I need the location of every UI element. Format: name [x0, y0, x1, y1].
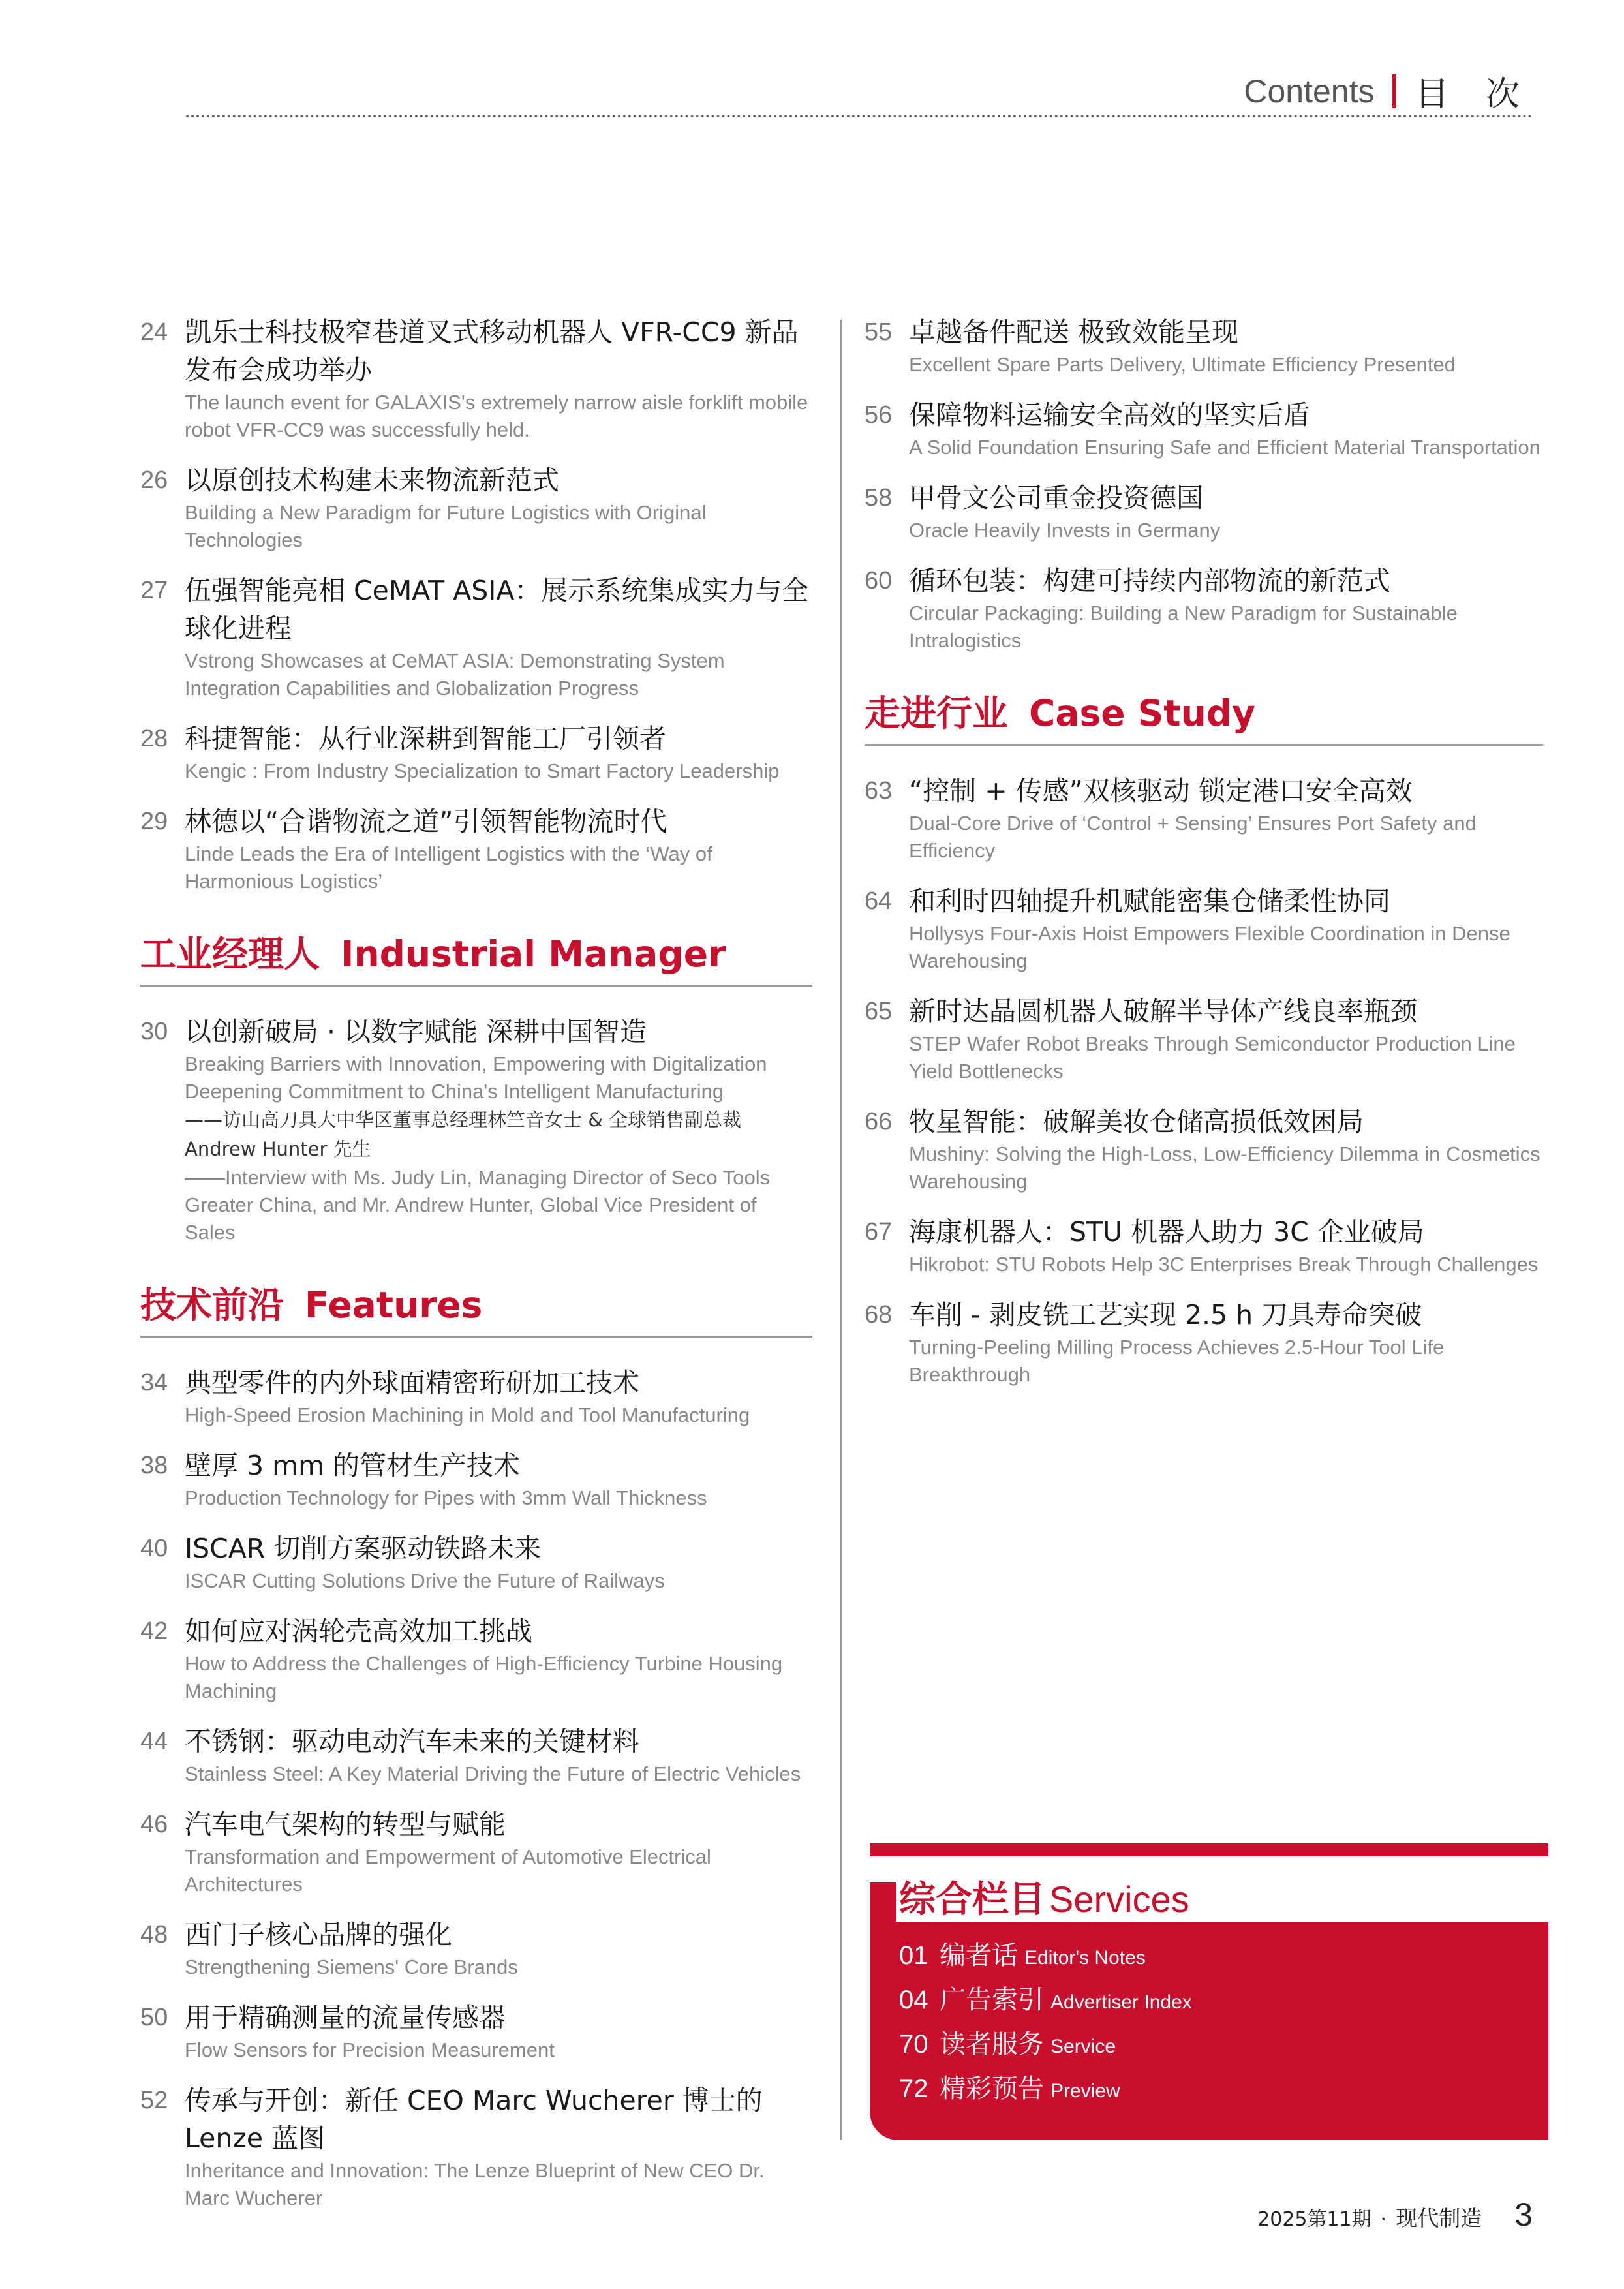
service-page-number: 72 [899, 2074, 928, 2103]
case-study-list [865, 772, 1543, 1389]
toc-title-cn: 西门子核心品牌的强化 [185, 1919, 452, 1950]
toc-title-en: STEP Wafer Robot Breaks Through Semiconductor Production Line Yield Bottlenecks [909, 1032, 1516, 1083]
toc-page-number: 58 [865, 484, 893, 512]
toc-title-cn: 以原创技术构建未来物流新范式 [185, 465, 559, 496]
left-column [140, 313, 812, 2230]
footer-issue: 2025第11期 [1257, 2208, 1371, 2231]
service-page-number: 01 [899, 1941, 928, 1970]
toc-title-cn: 牧星智能：破解美妆仓储高损低效困局 [909, 1106, 1364, 1137]
toc-title-cn: 卓越备件配送 极致效能呈现 [909, 316, 1239, 348]
service-title-cn: 读者服务 [940, 2029, 1044, 2059]
services-title-cn: 综合栏目 [899, 1879, 1045, 1921]
toc-page-number: 60 [865, 567, 893, 594]
toc-title-cn: 以创新破局 · 以数字赋能 深耕中国智造 [185, 1016, 647, 1047]
toc-page-number: 50 [140, 2004, 168, 2031]
toc-title-en: Excellent Spare Parts Delivery, Ultimate Efficiency Presented [909, 353, 1456, 376]
left-top-list [140, 313, 812, 895]
toc-page-number: 67 [865, 1218, 893, 1246]
toc-interview-note-cn: ——访山高刀具大中华区董事总经理林竺音女士 & 全球销售副总裁 Andrew Hunter 先生 [185, 1109, 742, 1160]
service-page-number: 04 [899, 1986, 928, 2014]
toc-title-en: Hikrobot: STU Robots Help 3C Enterprises Break Through Challenges [909, 1253, 1539, 1276]
header-contents-cn: 目 次 [1415, 75, 1533, 114]
toc-title-en: A Solid Foundation Ensuring Safe and Efficient Material Transportation [909, 436, 1540, 459]
section-title-cn: 技术前沿 [140, 1284, 284, 1326]
toc-title-cn: 车削 - 剥皮铣工艺实现 2.5 h 刀具寿命突破 [909, 1299, 1422, 1330]
section-title [140, 933, 726, 975]
toc-page-number: 65 [865, 998, 893, 1025]
toc-entry[interactable] [865, 1296, 1543, 1389]
toc-entry[interactable] [140, 1447, 812, 1512]
toc-title-cn: 传承与开创：新任 CEO Marc Wucherer 博士的 Lenze 蓝图 [185, 2085, 763, 2154]
toc-title-en: Flow Sensors for Precision Measurement [185, 2038, 555, 2061]
toc-entry[interactable] [140, 572, 812, 702]
toc-title-cn: “控制 + 传感”双核驱动 锁定港口安全高效 [909, 775, 1413, 807]
toc-page-number: 48 [140, 1921, 168, 1948]
services-title [899, 1871, 1189, 1923]
right-top-list [865, 313, 1543, 654]
toc-page-number: 29 [140, 808, 168, 835]
toc-page-number: 27 [140, 577, 168, 604]
toc-title-cn: 伍强智能亮相 CeMAT ASIA：展示系统集成实力与全球化进程 [185, 575, 809, 644]
toc-title-cn: 科捷智能：从行业深耕到智能工厂引领者 [185, 723, 666, 754]
toc-title-en: High-Speed Erosion Machining in Mold and Tool Manufacturing [185, 1404, 750, 1426]
toc-entry[interactable] [140, 1999, 812, 2064]
toc-entry[interactable] [140, 2082, 812, 2212]
toc-title-cn: 新时达晶圆机器人破解半导体产线良率瓶颈 [909, 996, 1417, 1027]
footer-page-number: 3 [1514, 2196, 1533, 2233]
service-title-en: Service [1050, 2036, 1116, 2057]
service-page-number: 70 [899, 2030, 928, 2059]
toc-entry[interactable] [865, 992, 1543, 1085]
toc-page-number: 56 [865, 401, 893, 429]
toc-page-number: 46 [140, 1811, 168, 1838]
section-title [140, 1284, 482, 1326]
service-item[interactable] [899, 1935, 1548, 1979]
toc-title-cn: 壁厚 3 mm 的管材生产技术 [185, 1450, 521, 1481]
services-box [870, 1843, 1548, 2140]
toc-entry[interactable] [140, 803, 812, 895]
services-top-bar [870, 1843, 1548, 1856]
toc-title-cn: ISCAR 切削方案驱动铁路未来 [185, 1533, 542, 1564]
toc-entry[interactable] [865, 396, 1543, 461]
section-title-en: Case Study [1029, 692, 1255, 734]
section-title-en: Features [305, 1284, 483, 1326]
toc-entry[interactable] [140, 1916, 812, 1981]
toc-entry[interactable] [865, 562, 1543, 654]
toc-entry[interactable] [865, 1213, 1543, 1278]
toc-page-number: 44 [140, 1728, 168, 1755]
service-item[interactable] [899, 2023, 1548, 2068]
toc-entry[interactable] [865, 1103, 1543, 1195]
services-title-en: Services [1049, 1879, 1189, 1920]
header-divider-bar [1392, 74, 1396, 108]
features-list [140, 1364, 812, 2212]
toc-page-number: 30 [140, 1018, 168, 1045]
toc-title-cn: 典型零件的内外球面精密珩研加工技术 [185, 1367, 639, 1398]
toc-title-en: Circular Packaging: Building a New Paradigm for Sustainable Intralogistics [909, 602, 1458, 652]
service-title-cn: 精彩预告 [940, 2074, 1044, 2104]
toc-title-en: Breaking Barriers with Innovation, Empowering with Digitalization Deepening Commitment to China's Intelligent Manufacturing [185, 1052, 767, 1103]
page-footer [1257, 2196, 1533, 2234]
toc-title-cn: 如何应对涡轮壳高效加工挑战 [185, 1616, 532, 1647]
toc-page-number: 64 [865, 887, 893, 915]
toc-entry[interactable] [140, 1529, 812, 1595]
toc-title-cn: 甲骨文公司重金投资德国 [909, 482, 1203, 514]
toc-title-en: Strengthening Siemens' Core Brands [185, 1956, 518, 1978]
toc-title-cn: 汽车电气架构的转型与赋能 [185, 1809, 506, 1840]
toc-page-number: 26 [140, 467, 168, 494]
right-column [865, 313, 1543, 1406]
section-industrial-manager [140, 925, 812, 987]
toc-entry[interactable] [140, 1013, 812, 1246]
service-title-en: Advertiser Index [1050, 1991, 1192, 2013]
section-title-cn: 走进行业 [865, 692, 1009, 734]
toc-page-number: 55 [865, 318, 893, 346]
toc-page-number: 24 [140, 318, 168, 346]
header-title [1244, 67, 1533, 115]
toc-title-cn: 不锈钢：驱动电动汽车未来的关键材料 [185, 1726, 639, 1757]
toc-title-en: Hollysys Four-Axis Hoist Empowers Flexible Coordination in Dense Warehousing [909, 922, 1510, 972]
page-header [186, 59, 1533, 117]
toc-page-number: 28 [140, 725, 168, 752]
toc-page-number: 40 [140, 1535, 168, 1562]
toc-entry[interactable] [865, 772, 1543, 865]
toc-title-en: Oracle Heavily Invests in Germany [909, 519, 1221, 542]
services-panel [870, 1922, 1548, 2140]
service-title-cn: 编者话 [940, 1941, 1018, 1971]
header-dotted-rule [186, 115, 1533, 117]
toc-page-number: 38 [140, 1452, 168, 1479]
toc-entry[interactable] [140, 313, 812, 444]
toc-title-en: Mushiny: Solving the High-Loss, Low-Efficiency Dilemma in Cosmetics Warehousing [909, 1143, 1540, 1193]
toc-title-en: Kengic : From Industry Specialization to Smart Factory Leadership [185, 760, 780, 782]
service-title-en: Preview [1050, 2080, 1120, 2102]
service-item[interactable] [899, 1979, 1548, 2023]
toc-page-number: 66 [865, 1108, 893, 1135]
toc-entry[interactable] [140, 1612, 812, 1705]
toc-entry[interactable] [140, 720, 812, 785]
toc-page-number: 42 [140, 1618, 168, 1645]
toc-title-en: Production Technology for Pipes with 3mm Wall Thickness [185, 1486, 707, 1509]
section-title-cn: 工业经理人 [140, 933, 320, 975]
toc-title-cn: 凯乐士科技极窄巷道叉式移动机器人 VFR-CC9 新品发布会成功举办 [185, 316, 799, 386]
toc-title-cn: 用于精确测量的流量传感器 [185, 2002, 506, 2033]
toc-title-en: How to Address the Challenges of High-Efficiency Turbine Housing Machining [185, 1652, 783, 1702]
toc-title-en: Transformation and Empowerment of Automotive Electrical Architectures [185, 1845, 711, 1896]
toc-title-en: Dual-Core Drive of ‘Control + Sensing’ Ensures Port Safety and Efficiency [909, 812, 1477, 862]
toc-interview-note-en: ——Interview with Ms. Judy Lin, Managing Director of Seco Tools Greater China, and Mr. Andrew Hunter, Global Vice President of Sales [185, 1166, 771, 1244]
column-divider [840, 320, 842, 2140]
toc-page-number: 34 [140, 1369, 168, 1396]
services-header [870, 1856, 1548, 1922]
service-title-en: Editor's Notes [1024, 1947, 1146, 1969]
toc-entry[interactable] [140, 1723, 812, 1788]
toc-title-en: Stainless Steel: A Key Material Driving the Future of Electric Vehicles [185, 1762, 801, 1785]
footer-magazine-name: 现代制造 [1396, 2205, 1482, 2231]
toc-page-number: 52 [140, 2087, 168, 2114]
toc-title-cn: 林德以“合谐物流之道”引领智能物流时代 [185, 806, 667, 837]
toc-entry[interactable] [140, 461, 812, 554]
toc-title-cn: 循环包装：构建可持续内部物流的新范式 [909, 565, 1390, 596]
section-features [140, 1276, 812, 1338]
toc-title-cn: 海康机器人：STU 机器人助力 3C 企业破局 [909, 1216, 1424, 1248]
toc-title-cn: 和利时四轴提升机赋能密集仓储柔性协同 [909, 885, 1390, 917]
toc-title-en: Linde Leads the Era of Intelligent Logistics with the ‘Way of Harmonious Logistics’ [185, 842, 712, 893]
toc-title-en: Building a New Paradigm for Future Logistics with Original Technologies [185, 501, 707, 551]
toc-title-cn: 保障物料运输安全高效的坚实后盾 [909, 399, 1310, 431]
toc-title-en: Turning-Peeling Milling Process Achieves 2.5-Hour Tool Life Breakthrough [909, 1336, 1445, 1386]
toc-title-en: ISCAR Cutting Solutions Drive the Future of Railways [185, 1569, 665, 1592]
header-contents-en: Contents [1244, 72, 1375, 110]
toc-entry[interactable] [865, 313, 1543, 378]
toc-page-number: 63 [865, 777, 893, 805]
toc-entry[interactable] [865, 882, 1543, 975]
toc-entry[interactable] [140, 1364, 812, 1429]
toc-entry[interactable] [865, 479, 1543, 544]
toc-title-en: The launch event for GALAXIS's extremely narrow aisle forklift mobile robot VFR-CC9 was successfully held. [185, 391, 808, 441]
toc-entry[interactable] [140, 1805, 812, 1898]
section-title [865, 692, 1255, 734]
section-title-en: Industrial Manager [341, 933, 726, 975]
service-item[interactable] [899, 2068, 1548, 2112]
toc-page-number: 68 [865, 1301, 893, 1329]
toc-title-en: Vstrong Showcases at CeMAT ASIA: Demonstrating System Integration Capabilities and Globalization Progress [185, 649, 725, 699]
footer-separator: · [1380, 2208, 1387, 2231]
section-case-study [865, 684, 1543, 746]
toc-title-en: Inheritance and Innovation: The Lenze Blueprint of New CEO Dr. Marc Wucherer [185, 2159, 765, 2209]
service-title-cn: 广告索引 [940, 1985, 1044, 2015]
